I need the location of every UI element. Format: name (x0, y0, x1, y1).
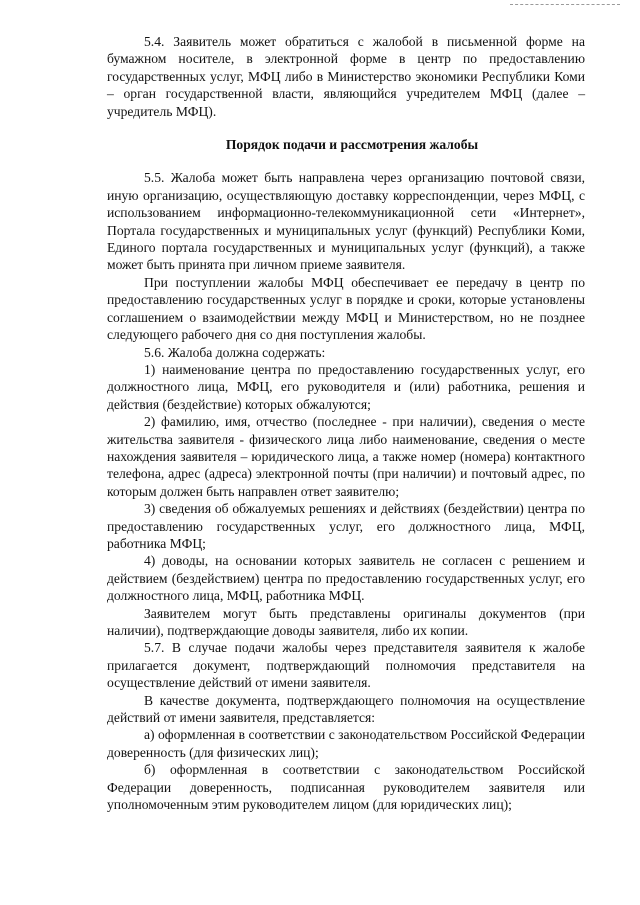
paragraph-mfc-transfer: При поступлении жалобы МФЦ обеспечивает ее передачу в центр по предоставлению государственных услуг в порядке и сроки, которые установлены соглашением о взаимодействии между МФЦ и Министерством, но не позднее следующего рабочего дня со дня поступления жалобы. (107, 274, 585, 343)
paragraph-5-4: 5.4. Заявитель может обратиться с жалобой в письменной форме на бумажном носителе, в электронной форме в центр по предоставлению государственных услуг, МФЦ либо в Министерство экономики Республики Коми – орган государственной власти, являющийся учредителем МФЦ (далее – учредитель МФЦ). (107, 34, 585, 119)
scan-artifact (510, 4, 620, 7)
document-body (107, 33, 585, 813)
list-item-1: 1) наименование центра по предоставлению государственных услуг, его должностного лица, МФЦ, его руководителя и (или) работника, решения и действия (бездействие) которых обжалуются; (107, 361, 585, 412)
paragraph-authority-docs: В качестве документа, подтверждающего полномочия на осуществление действий от имени заявителя, представляется: (107, 692, 585, 726)
list-item-4: 4) доводы, на основании которых заявитель не согласен с решением и действием (бездействием) центра по предоставлению государственных услуг, его должностного лица, МФЦ, работника МФЦ. (107, 553, 585, 604)
list-item-2: 2) фамилию, имя, отчество (последнее - при наличии), сведения о месте жительства заявителя - физического лица либо наименование, сведения о месте нахождения заявителя – юридического лица, а также номер (номера) контактного телефона, адрес (адреса) электронной почты (при наличии) и почтовый адрес, по которым должен быть направлен ответ заявителю; (107, 414, 585, 499)
paragraph-5-5: 5.5. Жалоба может быть направлена через организацию почтовой связи, иную организацию, осуществляющую доставку корреспонденции, через МФЦ, с использованием информационно-телекоммуникационной сети «Интернет», Портала государственных и муниципальных услуг (функций) Республики Коми, Единого портала государственных и муниципальных услуг (функций), а также может быть принята при личном приеме заявителя. (107, 170, 585, 273)
section-heading: Порядок подачи и рассмотрения жалобы (225, 137, 479, 153)
list-item-3: 3) сведения об обжалуемых решениях и действиях (бездействии) центра по предоставлению государственных услуг, его должностного лица, МФЦ, работника МФЦ; (107, 501, 585, 551)
paragraph-originals: Заявителем могут быть представлены оригиналы документов (при наличии), подтверждающие доводы заявителя, либо их копии. (107, 605, 585, 638)
list-item-a: а) оформленная в соответствии с законодательством Российской Федерации доверенность (для физических лиц); (107, 727, 585, 760)
paragraph-5-7: 5.7. В случае подачи жалобы через представителя заявителя к жалобе прилагается документ, подтверждающий полномочия представителя на осуществление действий от имени заявителя. (107, 640, 585, 691)
paragraph-5-6: 5.6. Жалоба должна содержать: (144, 344, 326, 360)
list-item-b: б) оформленная в соответствии с законодательством Российской Федерации доверенность, подписанная руководителем заявителя или уполномоченным этим руководителем лицом (для юридических лиц); (107, 762, 585, 813)
